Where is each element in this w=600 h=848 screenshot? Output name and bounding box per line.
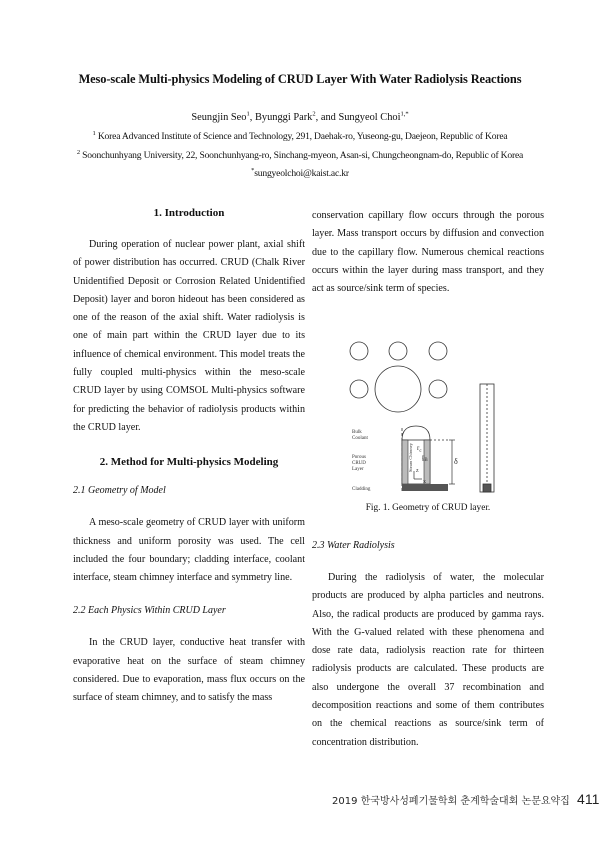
email-mark: * (251, 166, 255, 174)
label-delta: δ (454, 457, 458, 466)
affiliation-2-text: Soonchunhyang University, 22, Soonchunhyang-ro, Sinchang-myeon, Asan-si, Chungcheongnam-do, Republic of Korea (82, 150, 524, 161)
label-bulk-1: Bulk (352, 430, 362, 435)
intro-paragraph: During operation of nuclear power plant, axial shift of power distribution has occurred. CRUD (Chalk River Unidentified Deposit or Corrosion Related Unidentified Deposit) layer and boron hideout has been considered as one of the reason of the axial shift. Water radiolysis is one of main part within the CRUD layer due to its influence of chemical environment. This model treats the fully coupled multi-physics within the meso-scale CRUD layer by using COMSOL Multi-physics software for predicting the behavior of radiolysis products within the CRUD layer. (73, 239, 305, 433)
page-footer (332, 791, 599, 807)
email-line (0, 168, 600, 179)
right-column-lower (312, 540, 544, 752)
method-heading: 2. Method for Multi-physics Modeling (99, 456, 279, 469)
label-bulk-2: Coolant (352, 436, 368, 441)
email-text: sungyeolchoi@kaist.ac.kr (254, 168, 349, 179)
radiolysis-paragraph: During the radiolysis of water, the molecular products are produced by alpha particles and neutrons. Also, the radical products are produced by gamma rays. With the G-valued related with these phenomena and dose rate data, radiolysis reaction rate for thirteen radiolysis products are calculated. These products are also undergone the overall 37 recombination and decomposition reactions and some of them contributes on the chemical reactions as source/sink term of concentration distribution. (312, 572, 544, 748)
physics-paragraph: In the CRUD layer, conductive heat transfer with evaporative heat on the surface of steam chimney considered. Due to evaporation, mass flux occurs on the surface of steam chimney, and to satisfy the mass (73, 637, 305, 704)
label-x: x (423, 479, 426, 485)
affiliation-1 (0, 131, 600, 142)
footer-text: 2019 한국방사성폐기물학회 춘계학술대회 논문요약집 (332, 796, 570, 807)
right-column (312, 207, 544, 298)
label-porous-2: CRUD (352, 461, 366, 466)
author-line: Seungjin Seo$^1$, Byunggi Park$^2$, and Sungyeol Choi$^{1,*}$ (191, 110, 409, 123)
author-2-mark: 2 (312, 110, 316, 118)
label-chimney: Steam Chimney (408, 443, 413, 472)
geometry-paragraph: A meso-scale geometry of CRUD layer with uniform thickness and uniform porosity was used. The cell included the four boundary; cladding interface, coolant interface, steam chimney interface and symmetry line. (73, 517, 305, 584)
label-z: z (416, 468, 419, 474)
label-cladding: Cladding (352, 487, 371, 492)
left-column (73, 207, 305, 708)
crud-geometry-figure (340, 338, 512, 498)
radiolysis-heading: 2.3 Water Radiolysis (312, 540, 395, 551)
page-number: 411 (577, 791, 600, 807)
author-1-mark: 1 (246, 110, 250, 118)
physics-heading: 2.2 Each Physics Within CRUD Layer (73, 605, 226, 617)
author-2: Byunggi Park (254, 112, 313, 123)
geometry-heading: 2.1 Geometry of Model (73, 485, 166, 497)
label-rc: $r_c$ (417, 444, 422, 454)
intro-heading: 1. Introduction (153, 207, 225, 219)
figure-caption: Fig. 1. Geometry of CRUD layer. (365, 503, 491, 513)
author-3: and Sungyeol Choi (320, 112, 401, 123)
label-porous-1: Porous (352, 455, 366, 460)
affiliation-1-mark: 1 (92, 129, 96, 137)
affiliation-2 (0, 150, 600, 161)
label-porous-3: Layer (352, 467, 364, 472)
affiliation-1-text: Korea Advanced Institute of Science and Technology, 291, Daehak-ro, Yuseong-gu, Daejeon, Republic of Korea (97, 131, 508, 142)
author-1: Seungjin Seo (191, 112, 247, 123)
affiliation-2-mark: 2 (76, 148, 80, 156)
paper-title: Meso-scale Multi-physics Modeling of CRUD Layer With Water Radiolysis Reactions (78, 72, 522, 86)
label-rb: $r_B$ (422, 453, 428, 463)
transport-paragraph: conservation capillary flow occurs through the porous layer. Mass transport occurs by diffusion and convection due to the capillary flow. Numerous chemical reactions occurs within the layer during mass transport, and they act as source/sink term of species. (312, 210, 544, 295)
author-3-mark: 1,* (400, 110, 409, 118)
